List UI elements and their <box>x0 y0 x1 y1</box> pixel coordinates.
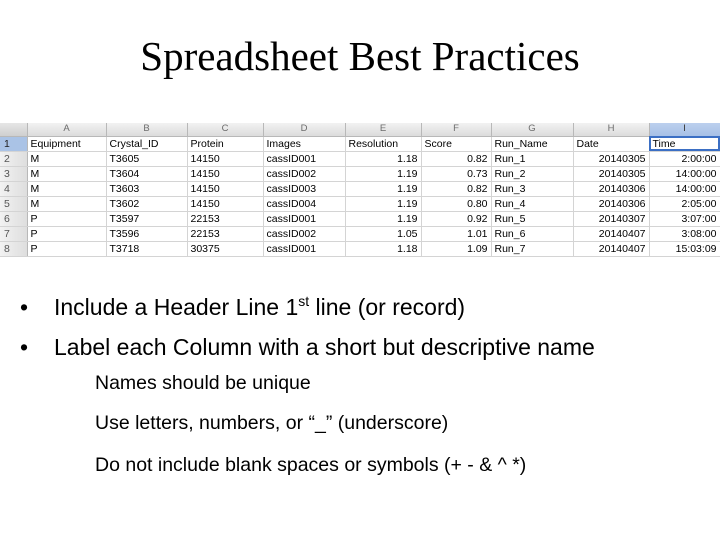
cell-resolution[interactable]: 1.05 <box>345 226 421 241</box>
cell-equipment[interactable]: P <box>27 211 106 226</box>
cell-time[interactable]: 3:08:00 <box>649 226 720 241</box>
cell-equipment[interactable]: P <box>27 241 106 256</box>
cell-crystal-id[interactable]: T3596 <box>106 226 187 241</box>
cell-date[interactable]: 20140306 <box>573 196 649 211</box>
cell-time[interactable]: 2:00:00 <box>649 151 720 166</box>
header-cell[interactable]: Resolution <box>345 136 421 151</box>
bullet-dot-icon: • <box>20 334 29 360</box>
cell-equipment[interactable]: M <box>27 151 106 166</box>
cell-protein[interactable]: 14150 <box>187 196 263 211</box>
sub-point: Names should be unique <box>95 372 311 394</box>
cell-score[interactable]: 0.92 <box>421 211 491 226</box>
header-cell[interactable]: Run_Name <box>491 136 573 151</box>
bullet-text: Include a Header Line 1st line (or record) <box>54 293 466 320</box>
column-header-row <box>0 123 720 136</box>
table-row <box>0 196 720 211</box>
cell-score[interactable]: 0.80 <box>421 196 491 211</box>
bullet-dot-icon: • <box>20 294 29 320</box>
slide-title: Spreadsheet Best Practices <box>140 33 580 79</box>
select-all-corner[interactable] <box>0 123 27 136</box>
cell-images[interactable]: cassID001 <box>263 151 345 166</box>
cell-time[interactable]: 14:00:00 <box>649 181 720 196</box>
row-number[interactable]: 1 <box>0 136 27 151</box>
cell-resolution[interactable]: 1.19 <box>345 196 421 211</box>
header-cell[interactable]: Images <box>263 136 345 151</box>
column-letter-h[interactable]: H <box>573 123 649 136</box>
cell-protein[interactable]: 14150 <box>187 166 263 181</box>
column-letter-a[interactable]: A <box>27 123 106 136</box>
row-number[interactable]: 8 <box>0 241 27 256</box>
cell-protein[interactable]: 30375 <box>187 241 263 256</box>
table-row <box>0 151 720 166</box>
cell-date[interactable]: 20140306 <box>573 181 649 196</box>
cell-time[interactable]: 15:03:09 <box>649 241 720 256</box>
cell-date[interactable]: 20140407 <box>573 241 649 256</box>
bullet-text: Label each Column with a short but descriptive name <box>54 334 595 360</box>
header-cell[interactable]: Equipment <box>27 136 106 151</box>
cell-date[interactable]: 20140305 <box>573 166 649 181</box>
cell-crystal-id[interactable]: T3602 <box>106 196 187 211</box>
cell-images[interactable]: cassID004 <box>263 196 345 211</box>
cell-score[interactable]: 0.82 <box>421 181 491 196</box>
cell-score[interactable]: 0.73 <box>421 166 491 181</box>
cell-crystal-id[interactable]: T3605 <box>106 151 187 166</box>
cell-run-name[interactable]: Run_7 <box>491 241 573 256</box>
cell-protein[interactable]: 14150 <box>187 181 263 196</box>
cell-score[interactable]: 1.01 <box>421 226 491 241</box>
table-row <box>0 226 720 241</box>
row-number[interactable]: 7 <box>0 226 27 241</box>
table-row <box>0 181 720 196</box>
column-letter-c[interactable]: C <box>187 123 263 136</box>
table-row <box>0 211 720 226</box>
cell-crystal-id[interactable]: T3604 <box>106 166 187 181</box>
row-number[interactable]: 6 <box>0 211 27 226</box>
cell-run-name[interactable]: Run_3 <box>491 181 573 196</box>
cell-images[interactable]: cassID002 <box>263 226 345 241</box>
cell-equipment[interactable]: M <box>27 196 106 211</box>
cell-images[interactable]: cassID003 <box>263 181 345 196</box>
cell-images[interactable]: cassID001 <box>263 241 345 256</box>
cell-resolution[interactable]: 1.18 <box>345 241 421 256</box>
cell-run-name[interactable]: Run_1 <box>491 151 573 166</box>
cell-date[interactable]: 20140407 <box>573 226 649 241</box>
column-letter-i[interactable]: I <box>649 123 720 136</box>
cell-run-name[interactable]: Run_2 <box>491 166 573 181</box>
cell-resolution[interactable]: 1.19 <box>345 211 421 226</box>
cell-resolution[interactable]: 1.19 <box>345 181 421 196</box>
cell-run-name[interactable]: Run_5 <box>491 211 573 226</box>
cell-protein[interactable]: 22153 <box>187 226 263 241</box>
cell-protein[interactable]: 22153 <box>187 211 263 226</box>
cell-score[interactable]: 0.82 <box>421 151 491 166</box>
row-number[interactable]: 5 <box>0 196 27 211</box>
header-cell[interactable]: Score <box>421 136 491 151</box>
column-letter-f[interactable]: F <box>421 123 491 136</box>
cell-crystal-id[interactable]: T3603 <box>106 181 187 196</box>
cell-time[interactable]: 3:07:00 <box>649 211 720 226</box>
row-number[interactable]: 4 <box>0 181 27 196</box>
cell-date[interactable]: 20140307 <box>573 211 649 226</box>
cell-time[interactable]: 14:00:00 <box>649 166 720 181</box>
column-letter-b[interactable]: B <box>106 123 187 136</box>
cell-resolution[interactable]: 1.19 <box>345 166 421 181</box>
header-cell[interactable]: Protein <box>187 136 263 151</box>
sub-point: Do not include blank spaces or symbols (+ - & ^ *) <box>95 454 527 476</box>
cell-run-name[interactable]: Run_6 <box>491 226 573 241</box>
cell-images[interactable]: cassID001 <box>263 211 345 226</box>
spreadsheet-grid[interactable] <box>0 123 720 257</box>
cell-resolution[interactable]: 1.18 <box>345 151 421 166</box>
header-cell[interactable]: Date <box>573 136 649 151</box>
cell-images[interactable]: cassID002 <box>263 166 345 181</box>
cell-equipment[interactable]: M <box>27 166 106 181</box>
cell-protein[interactable]: 14150 <box>187 151 263 166</box>
header-record-row <box>0 136 720 151</box>
column-letter-e[interactable]: E <box>345 123 421 136</box>
header-cell-selected[interactable]: Time <box>649 136 720 151</box>
sub-point: Use letters, numbers, or “_” (underscore) <box>95 412 449 434</box>
cell-run-name[interactable]: Run_4 <box>491 196 573 211</box>
column-letter-g[interactable]: G <box>491 123 573 136</box>
cell-time[interactable]: 2:05:00 <box>649 196 720 211</box>
cell-crystal-id[interactable]: T3718 <box>106 241 187 256</box>
cell-score[interactable]: 1.09 <box>421 241 491 256</box>
row-number[interactable]: 2 <box>0 151 27 166</box>
header-cell[interactable]: Crystal_ID <box>106 136 187 151</box>
cell-equipment[interactable]: M <box>27 181 106 196</box>
table-row <box>0 166 720 181</box>
cell-equipment[interactable]: P <box>27 226 106 241</box>
column-letter-d[interactable]: D <box>263 123 345 136</box>
row-number[interactable]: 3 <box>0 166 27 181</box>
cell-date[interactable]: 20140305 <box>573 151 649 166</box>
table-row <box>0 241 720 256</box>
cell-crystal-id[interactable]: T3597 <box>106 211 187 226</box>
